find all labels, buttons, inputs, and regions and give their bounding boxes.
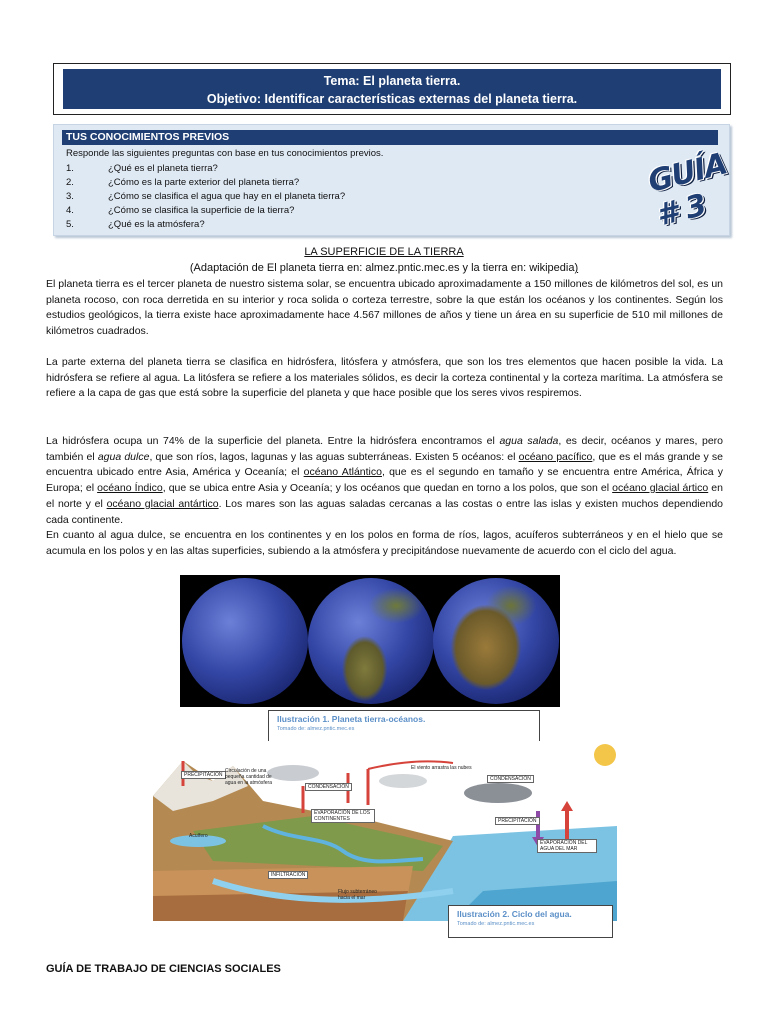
term-arctic-ocean: océano glacial ártico <box>612 482 709 495</box>
sun-icon <box>594 744 616 766</box>
text-run: , es decir, océanos y mares, pero también el <box>46 435 723 463</box>
question-number: 5. <box>66 219 74 230</box>
title-band <box>63 69 721 109</box>
label-precipitation-right: PRECIPITACIÓN <box>495 817 540 825</box>
title-frame <box>53 63 731 115</box>
question-number: 1. <box>66 163 74 174</box>
globe-atlantic-view <box>308 578 434 704</box>
question-item <box>66 163 218 174</box>
cloud-icon <box>379 774 427 788</box>
question-text: ¿Cómo se clasifica el agua que hay en el planeta tierra? <box>108 191 346 202</box>
question-text: ¿Cómo se clasifica la superficie de la tierra? <box>108 205 295 216</box>
objective-heading: Objetivo: Identificar características externas del planeta tierra. <box>206 92 578 106</box>
text-run: en el norte y el <box>46 482 723 510</box>
question-number: 4. <box>66 205 74 216</box>
section-title: LA SUPERFICIE DE LA TIERRA <box>304 246 464 258</box>
cloud-icon <box>464 783 532 803</box>
paragraph-earth-intro: El planeta tierra es el tercer planeta de nuestro sistema solar, se encuentra ubicado aproximadamente a 150 millones de kilómetros del sol, es un planeta rocoso, con roca derretida en su interior y roca solida o corteza terrestre, sobre la que están los océanos y los continentes. Según los estudios geológicos, la tierra existe hace aproximadamente hace 4.567 millones de años y tiene un área en su superficie de 510 mil millones de kilómetros cuadrados. <box>46 278 723 338</box>
prior-knowledge-heading: TUS CONOCIMIENTOS PREVIOS <box>62 130 718 145</box>
topic-heading: Tema: El planeta tierra. <box>323 74 461 88</box>
text-run: La hidrósfera ocupa un 74% de la superficie del planeta. Entre la hidrósfera encontramos el <box>46 435 500 447</box>
label-aquifer: Acuífero <box>189 833 208 839</box>
term-fresh-water: agua dulce <box>97 450 150 463</box>
paragraph-hydrosphere <box>46 434 723 528</box>
paragraph-external-parts: La parte externa del planeta tierra se clasifica en hidrósfera, litósfera y atmósfera, que son los tres elementos que hacen posible la vida. La hidrósfera se refiere al agua. La litósfera se refiere a los materiales sólidos, es decir la corteza continental y la corteza marítima. La atmósfera se refiere a la capa de gas que está sobre la superficie del planeta y que hace posible que los seres vivos respiremos. <box>46 356 723 400</box>
water-cycle-image <box>153 741 617 921</box>
text-run: , que se ubica entre Asia y Oceanía; y los océanos que quedan en torno a los polos, que son el <box>162 482 613 495</box>
source-text: (Adaptación de El planeta tierra en: almez.pntic.mec.es y la tierra en: wikipedia <box>189 262 575 274</box>
globe-africa-view <box>433 578 559 704</box>
label-condensation-right: CONDENSACIÓN <box>487 775 534 783</box>
label-evaporation-continents: EVAPORACIÓN DE LOS CONTINENTES <box>311 809 375 823</box>
label-sea-evaporation: EVAPORACIÓN DEL AGUA DEL MAR <box>537 839 597 853</box>
source-close: ) <box>574 262 579 274</box>
text-run: . Los mares son las aguas saladas cercanas a las costas o entre las islas y existen muchos dependiendo cada continente. <box>46 497 724 526</box>
text-run: , que es el más grande y se encuentra ubicado entre Asia, América y Oceanía; el <box>46 450 723 479</box>
figure1-caption-box <box>268 710 540 743</box>
guide-number-stamp: GUÍA # 3 <box>644 146 731 234</box>
label-condensation-center: CONDENSACIÓN <box>305 783 352 791</box>
section-source <box>0 262 768 274</box>
globes-image <box>180 575 560 707</box>
label-wind: El viento arrastra las nubes <box>411 765 472 771</box>
text-run: , que es el segundo en tamaño y se encuentra entre América, África y Europa; el <box>46 466 723 495</box>
question-text: ¿Qué es la atmósfera? <box>108 219 205 230</box>
term-indian-ocean: océano Índico <box>97 482 163 495</box>
paragraph-fresh-water: En cuanto al agua dulce, se encuentra en los continentes y en los polos en forma de ríos, lagos, acuíferos subterráneos y en el hielo que se acumula en los polos y en las altas superficies, subiendo a la atmósfera y precipitándose nuevamente de acuerdo con el ciclo del agua. <box>46 529 723 557</box>
figure2-caption: Ilustración 2. Ciclo del agua. <box>457 909 572 919</box>
question-number: 3. <box>66 191 74 202</box>
text-run: , que son ríos, lagos, lagunas y las aguas subterráneas. Existen 5 océanos: el <box>149 450 519 463</box>
prior-knowledge-box <box>53 124 730 236</box>
prior-knowledge-intro: Responde las siguientes preguntas con base en tus conocimientos previos. <box>66 148 384 159</box>
figure1-source: Tomado de: almez.pntic.mec.es <box>277 726 355 732</box>
label-infiltration: INFILTRACIÓN <box>268 871 308 879</box>
figure1-caption: Ilustración 1. Planeta tierra-océanos. <box>277 714 426 724</box>
figure2-source: Tomado de: almez.pntic.mec.es <box>457 921 535 927</box>
question-item <box>66 219 205 230</box>
label-underground-flow: Flujo subterráneo hacia el mar <box>338 889 377 901</box>
term-salt-water: agua salada <box>499 435 559 447</box>
page-footer: GUÍA DE TRABAJO DE CIENCIAS SOCIALES <box>46 963 281 975</box>
label-atmosphere-flow: Circulación de una pequeña cantidad de agua en la atmósfera <box>225 768 272 786</box>
question-item <box>66 191 345 202</box>
question-item <box>66 177 299 188</box>
globe-pacific-view <box>182 578 308 704</box>
label-precipitation-left: PRECIPITACIÓN <box>181 771 226 779</box>
question-text: ¿Cómo es la parte exterior del planeta tierra? <box>108 177 300 188</box>
question-text: ¿Qué es el planeta tierra? <box>108 163 218 174</box>
figure2-caption-box <box>448 905 613 938</box>
term-antarctic-ocean: océano glacial antártico <box>106 497 219 510</box>
question-item <box>66 205 294 216</box>
question-number: 2. <box>66 177 74 188</box>
term-atlantic-ocean: océano Atlántico <box>303 466 382 479</box>
term-pacific-ocean: océano pacífico <box>518 450 593 463</box>
